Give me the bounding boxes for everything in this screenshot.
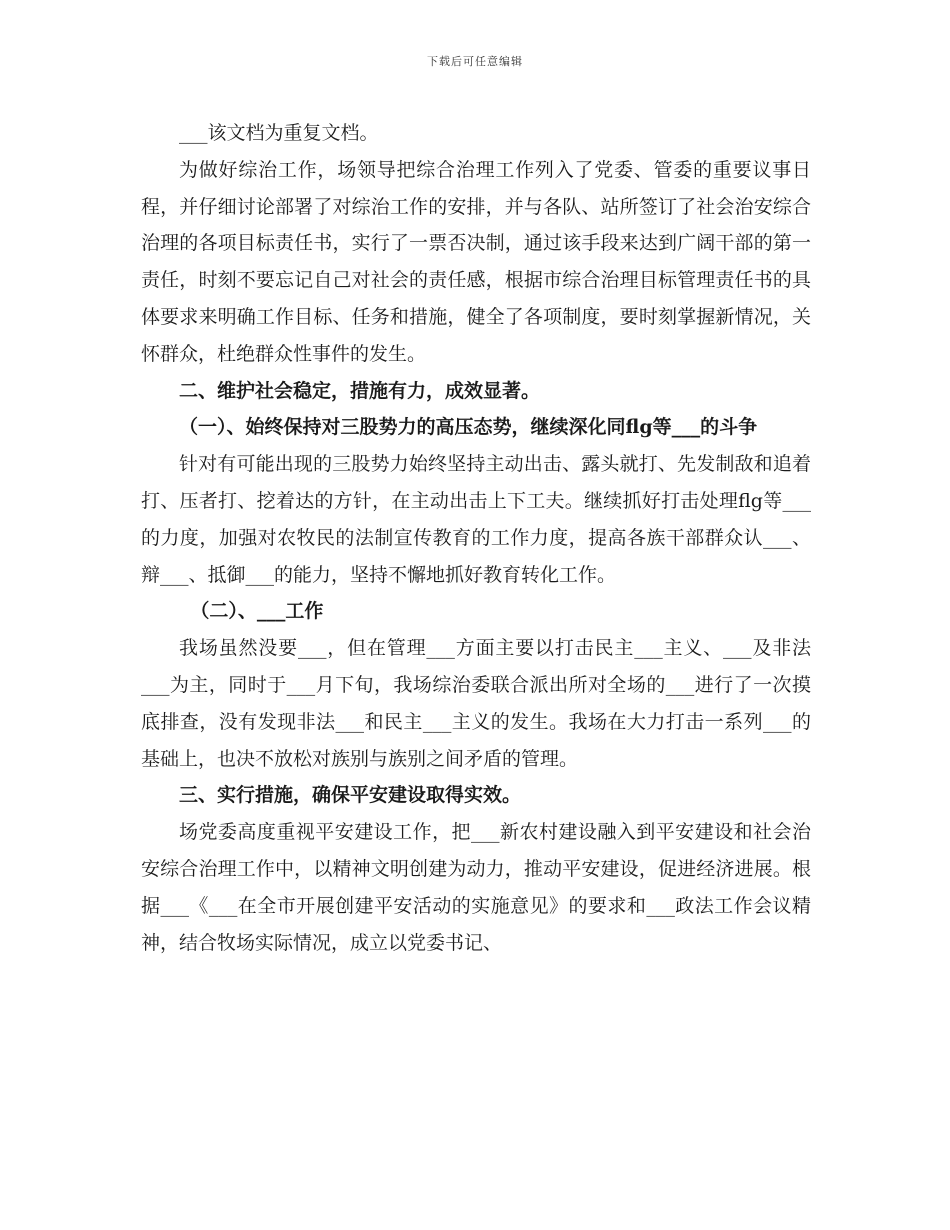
paragraph-safety-construction: 场党委高度重视平安建设工作，把___新农村建设融入到平安建设和社会治安综合治理工作中，以精神文明创建为动力，推动平安建设，促进经济进展。根据___《___在全市开展创建平安活动的实施意见》的要求和___政法工作会议精神，结合牧场实际情况，成立以党委书记、 <box>141 821 811 954</box>
subsection-heading-2-1: （一）、始终保持对三股势力的高压态势，继续深化同flg等___的斗争 <box>179 416 758 439</box>
section-heading-2: 二、维护社会稳定，措施有力，成效显著。 <box>179 379 541 402</box>
paragraph-intro: 为做好综治工作，场领导把综合治理工作列入了党委、管委的重要议事日程，并仔细讨论部署了对综治工作的安排，并与各队、站所签订了社会治安综合治理的各项目标责任书，实行了一票否决制，通过该手段来达到广阔干部的第一责任，时刻不要忘记自己对社会的责任感，根据市综合治理目标管理责任书的具体要求来明确工作目标、任务和措施，健全了各项制度，要时刻掌握新情况，关怀群众，杜绝群众性事件的发生。 <box>141 158 811 365</box>
paragraph-management: 我场虽然没要___，但在管理___方面主要以打击民主___主义、___及非法___为主，同时于___月下旬，我场综治委联合派出所对全场的___进行了一次摸底排查，没有发现非法___和民主___主义的发生。我场在大力打击一系列___的基础上，也决不放松对族别与族别之间矛盾的管理。 <box>141 637 811 770</box>
paragraph-three-forces: 针对有可能出现的三股势力始终坚持主动出击、露头就打、先发制敌和追着打、压者打、挖着达的方针，在主动出击上下工夫。继续抓好打击处理flg等___的力度，加强对农牧民的法制宣传教育的工作力度，提高各族干部群众认___、辩___、抵御___的能力，坚持不懈地抓好教育转化工作。 <box>141 453 811 586</box>
document-body <box>141 115 811 961</box>
section-heading-3: 三、实行措施，确保平安建设取得实效。 <box>179 784 522 807</box>
paragraph-duplicate-note: ___该文档为重复文档。 <box>179 122 379 144</box>
subsection-heading-2-2: （二）、___工作 <box>190 600 324 623</box>
page-header: 下载后可任意编辑 <box>427 55 523 68</box>
